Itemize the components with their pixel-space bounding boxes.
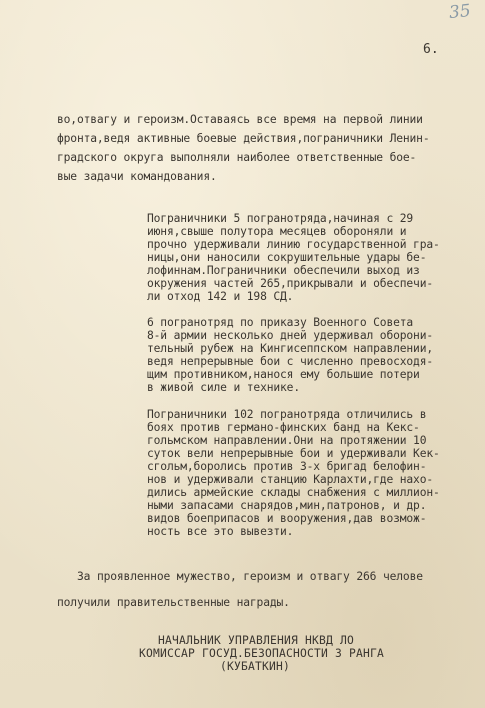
paragraph-3-line: Пограничники 102 погранотряда отличились в	[147, 408, 427, 421]
closing-line: За проявленное мужество, героизм и отвагу 266 челове	[77, 570, 423, 583]
closing-line: получили правительственные награды.	[57, 596, 290, 609]
signature-rank: КОМИССАР ГОСУД.БЕЗОПАСНОСТИ 3 РАНГА	[139, 647, 385, 660]
paragraph-3-line: дились армейские склады снабжения с миллион-	[147, 486, 440, 499]
paragraph-1-line: июня,свыше полутора месяцев обороняли и	[147, 225, 407, 238]
paragraph-1-line: окружения частей 265,прикрывали и обеспечи-	[147, 277, 434, 290]
paragraph-1-line: ли отход 142 и 198 СД.	[147, 290, 294, 303]
intro-line: во,отвагу и героизм.Оставаясь все время на первой линии	[57, 113, 423, 126]
paragraph-2-line: ведя непрерывные бои с численно превосходя-	[147, 355, 434, 368]
paragraph-3-line: нов и удерживали станцию Карлахти,где нахо-	[147, 473, 434, 486]
paragraph-2-line: в живой силе и технике.	[147, 381, 300, 394]
paragraph-2-line: 8-й армии несколько дней удерживал оборони-	[147, 329, 434, 342]
paragraph-3-line: сгольм,боролись против 3-х бригад белофин-	[147, 460, 427, 473]
paragraph-3-line: видов боеприпасов и вооружения,дав возмож-	[147, 512, 427, 525]
paragraph-1-line: Пограничники 5 погранотряда,начиная с 29	[147, 212, 414, 225]
intro-line: градского округа выполняли наиболее ответственные бое-	[57, 151, 417, 164]
paragraph-3-line: ными запасами снарядов,мин,патронов, и др.	[147, 499, 427, 512]
intro-line: вые задачи командования.	[57, 170, 217, 183]
paragraph-2-line: 6 погранотряд по приказу Военного Совета	[147, 316, 414, 329]
paragraph-2-line: тельный рубеж на Кингисеппском направлении,	[147, 342, 434, 355]
intro-line: фронта,ведя активные боевые действия,пограничники Ленин-	[57, 132, 430, 145]
paragraph-2-line: щим противником,нанося ему большие потери	[147, 368, 420, 381]
paragraph-3-line: гольмском направлении.Они на протяжении 10	[147, 434, 427, 447]
paragraph-3-line: ность все это вывезти.	[147, 525, 294, 538]
signature-title: НАЧАЛЬНИК УПРАВЛЕНИЯ НКВД ЛО	[158, 634, 355, 647]
archive-page-mark: 35	[448, 0, 472, 24]
page-number: 6.	[423, 42, 439, 57]
signature-name: (КУБАТКИН)	[220, 660, 291, 673]
paragraph-3-line: суток вели непрерывные бои и удерживали Кек-	[147, 447, 440, 460]
paragraph-1-line: лофиннам.Пограничники обеспечили выход из	[147, 264, 420, 277]
paragraph-1-line: прочно удерживали линию государственной гра-	[147, 238, 440, 251]
paragraph-3-line: боях против германо-финских банд на Кекс-	[147, 421, 420, 434]
paragraph-1-line: ницы,они наносили сокрушительные удары бе-	[147, 251, 427, 264]
